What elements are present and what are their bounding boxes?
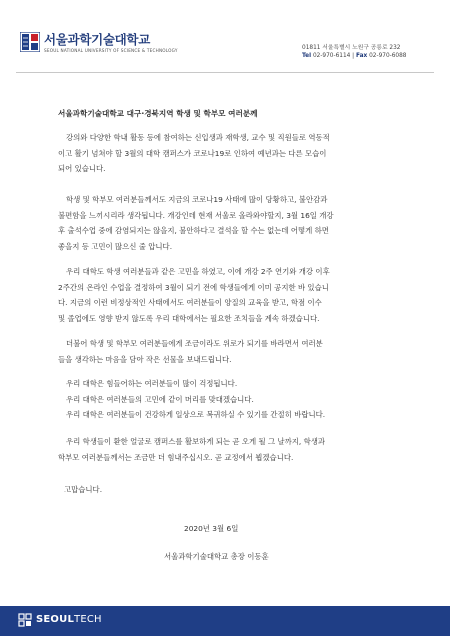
fax-label: Fax [355,53,368,59]
paragraph-5 [58,376,394,423]
paragraph-line: 학부모 여러분들께서는 조금만 더 힘내주십시오. 곧 교정에서 뵙겠습니다. [58,452,294,462]
paragraph-line: 학생 및 학부모 여러분들께서도 지금의 코로나19 사태에 많이 당황하고, 불안감과 [66,195,328,204]
footer-brand [36,614,102,625]
paragraph-line: 이고 활기 넘쳐야 할 3월의 대학 캠퍼스가 코로나19로 인하여 예년과는 다른 모습이 [58,148,327,158]
letter-salutation: 서울과학기술대학교 대구·경북지역 학생 및 학부모 여러분께 [58,109,258,118]
paragraph-1 [58,130,394,177]
paragraph-line: 후 출석수업 중에 감염되지는 않을지, 불안하다고 결석을 할 수는 없는데 어떻게 하면 [58,226,329,235]
brand-seoul: SEOUL [36,614,75,625]
letterhead [0,0,450,78]
paragraph-line: 우리 대학은 여러분들의 고민에 같이 머리를 맞대겠습니다. [66,394,254,404]
paragraph-6 [58,434,394,465]
footer-bar [0,606,450,636]
university-emblem-icon [20,32,40,52]
paragraph-line: 및 졸업에도 영향 받지 않도록 우리 대학에서는 필요한 조치들을 계속 하겠습니다. [58,313,320,323]
paragraph-2 [58,192,394,254]
university-name: 서울과학기술대학교 [44,32,150,47]
paragraph-line: 더불어 학생 및 학부모 여러분들에게 조금이라도 위로가 되기를 바라면서 여러분 [66,339,323,348]
tel-label: Tel [302,53,312,59]
letter-date: 2020년 3월 6일 [184,524,239,533]
tel-number: 02-970-6114 [312,53,351,59]
paragraph-3 [58,264,394,326]
header-divider [16,72,434,73]
paragraph-line: 우리 학생들이 환한 얼굴로 캠퍼스를 활보하게 되는 곧 오게 될 그 날까지, 학생과 [66,437,326,446]
paragraph-4 [58,336,394,367]
paragraph-line: 우리 대학은 힘들어하는 여러분들이 많이 걱정됩니다. [66,379,238,388]
contact-numbers: Tel 02-970-6114 | Fax 02-970-6088 [302,53,407,59]
letter-signature: 서울과학기술대학교 총장 이동훈 [164,552,269,561]
paragraph-line: 되어 있습니다. [58,164,106,173]
paragraph-line: 좋을지 등 고민이 많으신 줄 압니다. [58,241,173,251]
address: 01811 서울특별시 노원구 공릉로 232 [302,45,401,51]
letter-closing: 고맙습니다. [64,485,103,494]
university-name-english: SEOUL NATIONAL UNIVERSITY OF SCIENCE & TECHNOLOGY [44,48,178,53]
fax-number: 02-970-6088 [369,53,407,59]
brand-tech: TECH [74,614,102,625]
paragraph-line: 다. 지금의 이런 비정상적인 사태에서도 여러분들이 양질의 교육을 받고, 학점 이수 [58,298,322,307]
paragraph-line: 우리 대학도 학생 여러분들과 같은 고민을 하였고, 이에 개강 2주 연기와 개강 이후 [66,267,330,276]
seoultech-symbol-icon [18,613,32,627]
paragraph-line: 2주간의 온라인 수업을 결정하여 3월이 되기 전에 학생들에게 이미 공지한 바 있습니 [58,282,329,292]
paragraph-line: 강의와 다양한 학내 활동 등에 참여하는 신입생과 재학생, 교수 및 직원들로 역동적 [66,133,330,142]
paragraph-line: 불편함을 느끼시리라 생각됩니다. 개강인데 현재 서울로 올라와야할지, 3월 16일 개강 [58,210,334,220]
paragraph-line: 우리 대학은 여러분들이 건강하게 일상으로 복귀하실 수 있기를 간절히 바랍니다. [66,410,326,419]
paragraph-line: 들을 생각하는 마음을 담아 작은 선물을 보내드립니다. [58,354,232,364]
